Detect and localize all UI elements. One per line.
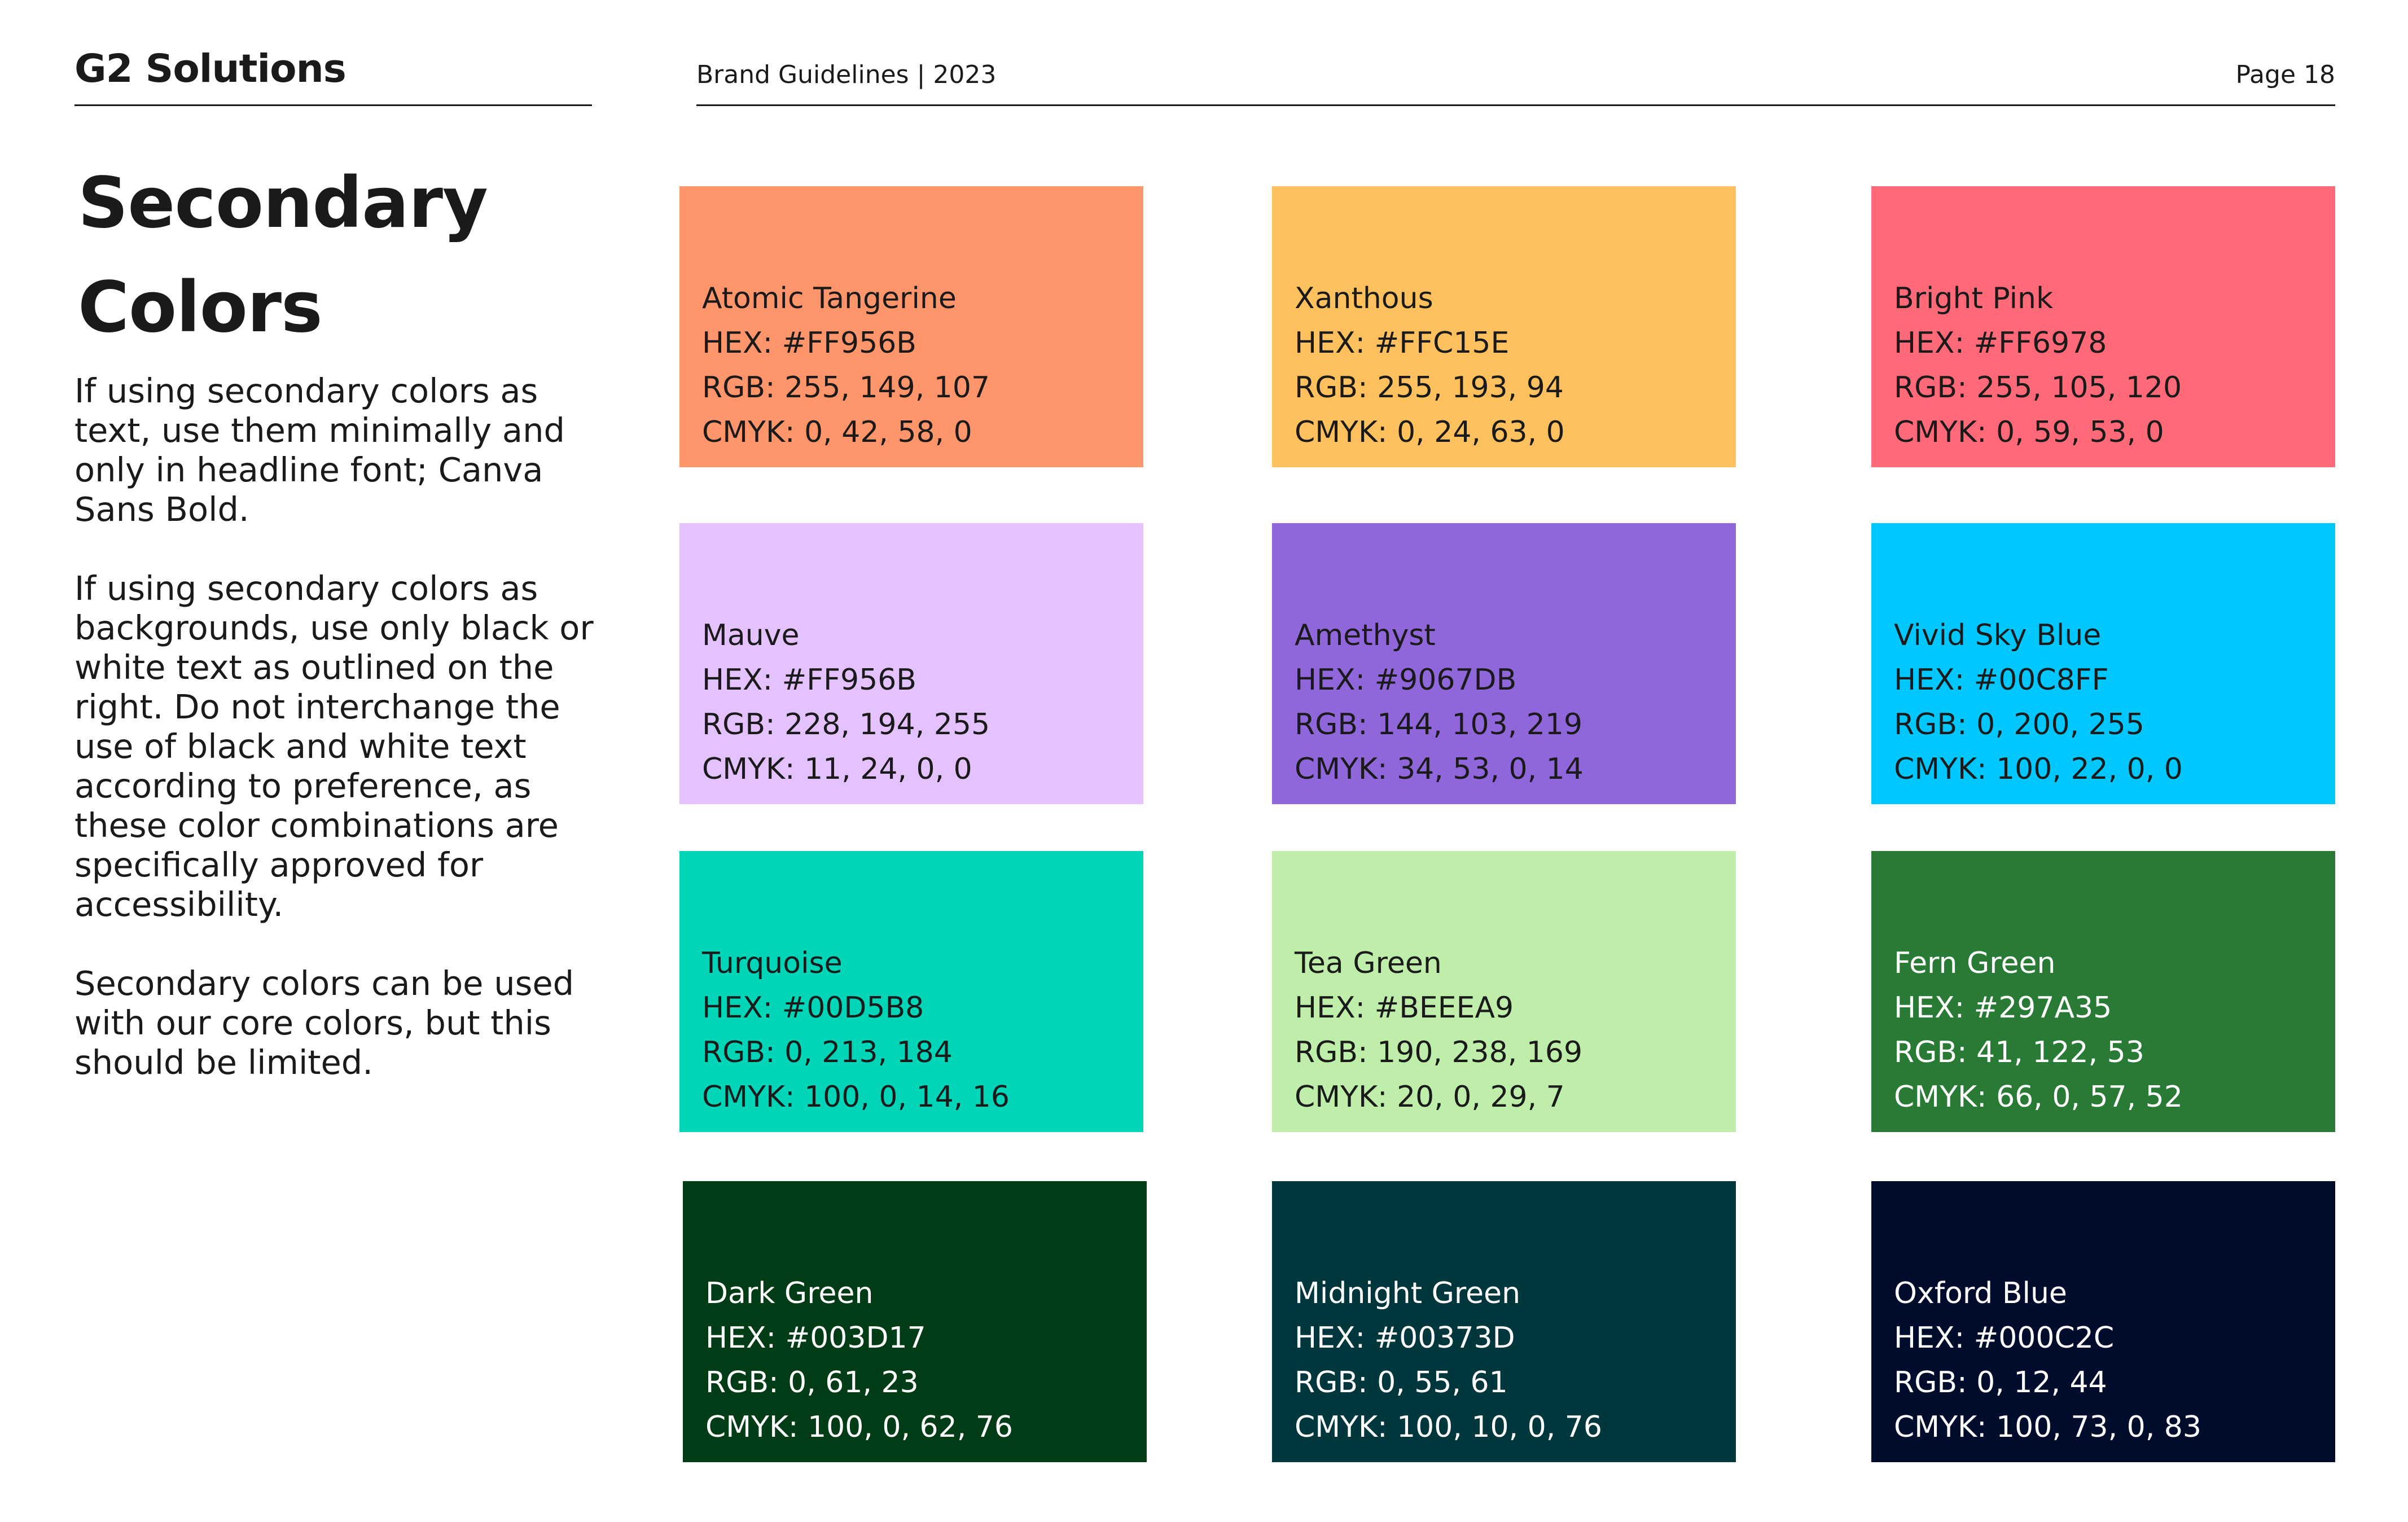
color-swatch-xanthous xyxy=(1272,186,1736,467)
color-cmyk: CMYK: 34, 53, 0, 14 xyxy=(1295,752,1584,786)
color-rgb: RGB: 0, 55, 61 xyxy=(1295,1366,1508,1400)
color-name: Mauve xyxy=(702,619,800,652)
color-hex: HEX: #297A35 xyxy=(1894,991,2112,1025)
color-hex: HEX: #000C2C xyxy=(1894,1321,2115,1355)
color-rgb: RGB: 190, 238, 169 xyxy=(1295,1036,1583,1069)
color-hex: HEX: #FF6978 xyxy=(1894,326,2107,360)
color-cmyk: CMYK: 0, 42, 58, 0 xyxy=(702,415,972,449)
color-name: Turquoise xyxy=(702,946,843,980)
color-rgb: RGB: 0, 61, 23 xyxy=(705,1366,919,1400)
color-hex: HEX: #00C8FF xyxy=(1894,663,2109,697)
color-name: Atomic Tangerine xyxy=(702,282,957,315)
color-rgb: RGB: 0, 200, 255 xyxy=(1894,708,2144,742)
color-rgb: RGB: 0, 12, 44 xyxy=(1894,1366,2107,1400)
header-divider-left xyxy=(74,104,592,106)
color-hex: HEX: #00373D xyxy=(1295,1321,1515,1355)
color-rgb: RGB: 255, 193, 94 xyxy=(1295,371,1564,405)
color-cmyk: CMYK: 20, 0, 29, 7 xyxy=(1295,1080,1565,1114)
color-cmyk: CMYK: 0, 24, 63, 0 xyxy=(1295,415,1565,449)
guidance-paragraph-core-colors: Secondary colors can be used with our core colors, but this should be limited. xyxy=(74,964,574,1082)
color-name: Fern Green xyxy=(1894,946,2056,980)
guidance-paragraph-background-usage: If using secondary colors as backgrounds, use only black or white text as outlined on the right. Do not interchange the use of black and white text according to preference, as these color combinations are specifically approved for accessibility. xyxy=(74,569,594,924)
color-swatch-mauve xyxy=(679,523,1143,804)
color-swatch-oxford-blue xyxy=(1871,1181,2335,1462)
color-swatch-fern-green xyxy=(1871,851,2335,1132)
color-name: Oxford Blue xyxy=(1894,1277,2067,1310)
color-swatch-amethyst xyxy=(1272,523,1736,804)
color-name: Midnight Green xyxy=(1295,1277,1521,1310)
header-divider-right xyxy=(696,104,2335,106)
page-title xyxy=(78,151,642,360)
color-swatch-tea-green xyxy=(1272,851,1736,1132)
brand-name: G2 Solutions xyxy=(74,46,346,91)
guidance-paragraph-text-usage: If using secondary colors as text, use them minimally and only in headline font; Canva Sans Bold. xyxy=(74,371,565,529)
color-rgb: RGB: 41, 122, 53 xyxy=(1894,1036,2144,1069)
color-name: Amethyst xyxy=(1295,619,1436,652)
color-swatch-dark-green xyxy=(683,1181,1147,1462)
color-swatch-atomic-tangerine xyxy=(679,186,1143,467)
color-hex: HEX: #FF956B xyxy=(702,326,916,360)
color-rgb: RGB: 255, 149, 107 xyxy=(702,371,990,405)
color-rgb: RGB: 0, 213, 184 xyxy=(702,1036,953,1069)
color-hex: HEX: #FF956B xyxy=(702,663,916,697)
color-swatch-vivid-sky-blue xyxy=(1871,523,2335,804)
color-cmyk: CMYK: 100, 0, 62, 76 xyxy=(705,1410,1013,1444)
page-title-line1: Secondary xyxy=(78,163,488,244)
color-cmyk: CMYK: 100, 22, 0, 0 xyxy=(1894,752,2183,786)
color-cmyk: CMYK: 100, 10, 0, 76 xyxy=(1295,1410,1602,1444)
color-hex: HEX: #003D17 xyxy=(705,1321,926,1355)
color-hex: HEX: #BEEEA9 xyxy=(1295,991,1514,1025)
color-name: Tea Green xyxy=(1295,946,1442,980)
color-cmyk: CMYK: 11, 24, 0, 0 xyxy=(702,752,972,786)
color-rgb: RGB: 228, 194, 255 xyxy=(702,708,990,742)
color-cmyk: CMYK: 66, 0, 57, 52 xyxy=(1894,1080,2183,1114)
guidance-text xyxy=(74,371,599,1122)
color-cmyk: CMYK: 100, 73, 0, 83 xyxy=(1894,1410,2201,1444)
color-name: Xanthous xyxy=(1295,282,1433,315)
color-hex: HEX: #FFC15E xyxy=(1295,326,1510,360)
color-name: Bright Pink xyxy=(1894,282,2054,315)
color-swatch-midnight-green xyxy=(1272,1181,1736,1462)
color-rgb: RGB: 255, 105, 120 xyxy=(1894,371,2182,405)
color-hex: HEX: #00D5B8 xyxy=(702,991,924,1025)
color-rgb: RGB: 144, 103, 219 xyxy=(1295,708,1583,742)
color-swatch-turquoise xyxy=(679,851,1143,1132)
color-name: Vivid Sky Blue xyxy=(1894,619,2102,652)
color-cmyk: CMYK: 0, 59, 53, 0 xyxy=(1894,415,2164,449)
color-name: Dark Green xyxy=(705,1277,874,1310)
page-title-line2: Colors xyxy=(78,267,322,348)
color-cmyk: CMYK: 100, 0, 14, 16 xyxy=(702,1080,1010,1114)
color-swatch-bright-pink xyxy=(1871,186,2335,467)
page-number: Page 18 xyxy=(2235,60,2335,89)
color-hex: HEX: #9067DB xyxy=(1295,663,1517,697)
document-title: Brand Guidelines | 2023 xyxy=(696,60,997,89)
